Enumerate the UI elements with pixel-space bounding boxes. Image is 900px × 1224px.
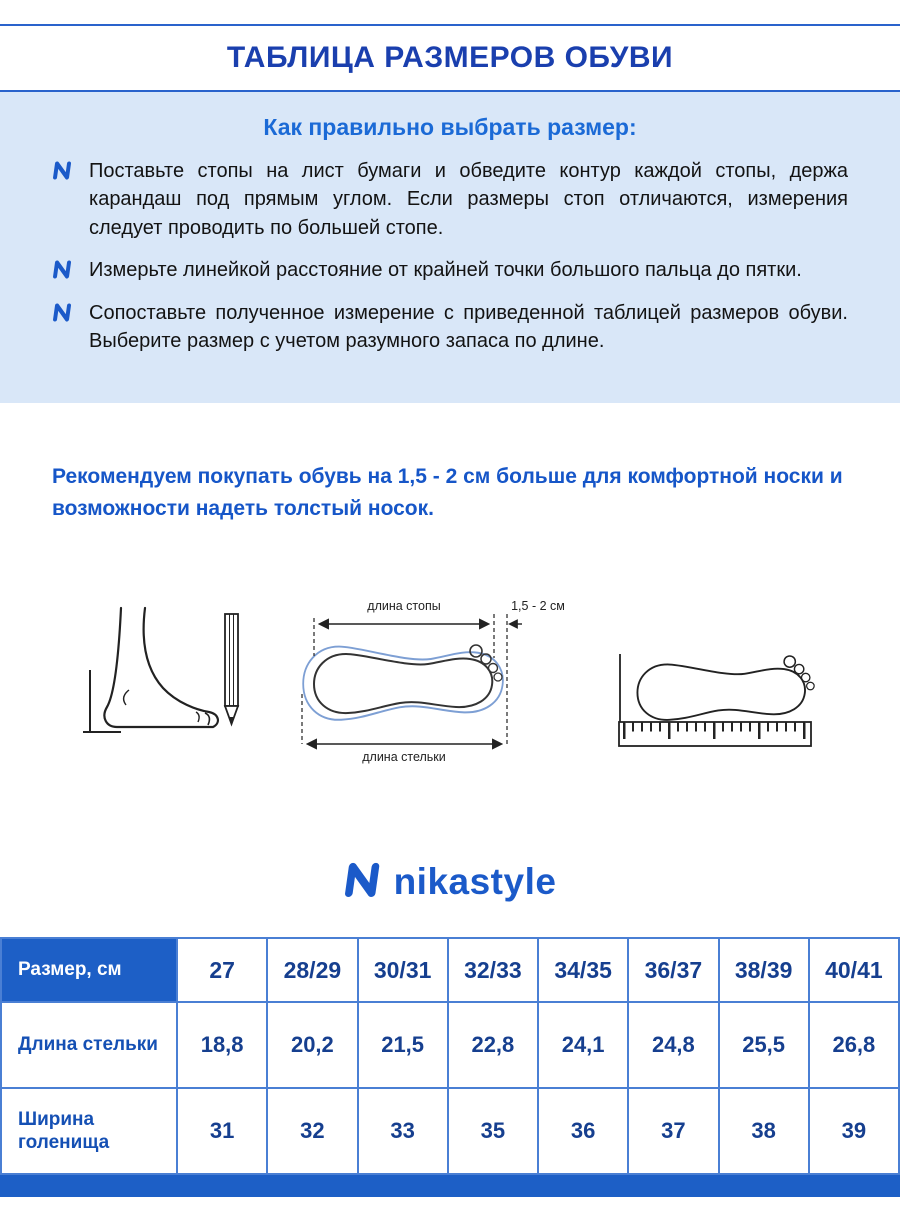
allowance-label: 1,5 - 2 см [510,599,565,614]
table-cell: 24,8 [628,1002,718,1088]
table-cell: 18,8 [177,1002,267,1088]
size-table [0,937,900,1175]
brand-n-icon [52,302,76,356]
howto-bullet [52,157,848,242]
footprint-ruler-diagram [607,604,822,756]
brand-logo [0,860,900,903]
foot-side-pencil-diagram [79,600,254,760]
size-column-header: 34/35 [538,938,628,1002]
howto-bullet [52,299,848,356]
table-cell: 20,2 [267,1002,357,1088]
table-row [1,1088,899,1174]
pencil-icon [225,614,238,724]
table-cell: 39 [809,1088,899,1174]
size-column-header: 30/31 [358,938,448,1002]
brand-n-icon [344,860,384,903]
table-cell: 25,5 [719,1002,809,1088]
howto-bullet-text: Поставьте стопы на лист бумаги и обведите контур каждой стопы, держа карандаш под прямым углом. Если размеры стоп отличаются, измерения следует проводить по большей стопе. [89,160,848,239]
row-label: Ширина голенища [1,1088,177,1174]
size-column-header: 36/37 [628,938,718,1002]
table-corner-label: Размер, см [1,938,177,1002]
insole-length-label: длина стельки [361,750,446,765]
row-label: Длина стельки [1,1002,177,1088]
brand-name: nikastyle [393,860,557,902]
size-column-header: 38/39 [719,938,809,1002]
table-cell: 37 [628,1088,718,1174]
recommendation-text: Рекомендуем покупать обувь на 1,5 - 2 см больше для комфортной носки и возможности надеть толстый носок. [52,465,843,520]
foot-length-label: длина стопы [366,599,441,614]
page-title: ТАБЛИЦА РАЗМЕРОВ ОБУВИ [226,41,674,74]
ruler-icon [619,722,811,746]
howto-bullet [52,256,848,284]
measurement-diagrams [0,594,900,766]
size-column-header: 27 [177,938,267,1002]
table-cell: 38 [719,1088,809,1174]
table-cell: 32 [267,1088,357,1174]
table-cell: 21,5 [358,1002,448,1088]
brand-n-icon [52,259,76,284]
table-cell: 22,8 [448,1002,538,1088]
table-cell: 31 [177,1088,267,1174]
table-row [1,1002,899,1088]
size-column-header: 28/29 [267,938,357,1002]
brand-n-icon [52,160,76,242]
table-cell: 26,8 [809,1002,899,1088]
size-column-header: 32/33 [448,938,538,1002]
table-cell: 36 [538,1088,628,1174]
howto-bullet-text: Сопоставьте полученное измерение с приведенной таблицей размеров обуви. Выберите размер с учетом разумного запаса по длине. [89,301,848,352]
howto-panel [0,92,900,403]
table-cell: 24,1 [538,1002,628,1088]
footer-bar [0,1175,900,1197]
howto-heading: Как правильно выбрать размер: [263,114,637,140]
size-column-header: 40/41 [809,938,899,1002]
footprint-measure-diagram [288,594,573,766]
table-cell: 33 [358,1088,448,1174]
title-band [0,24,900,92]
howto-bullet-text: Измерьте линейкой расстояние от крайней точки большого пальца до пятки. [89,259,802,282]
table-header-row [1,938,899,1002]
table-cell: 35 [448,1088,538,1174]
